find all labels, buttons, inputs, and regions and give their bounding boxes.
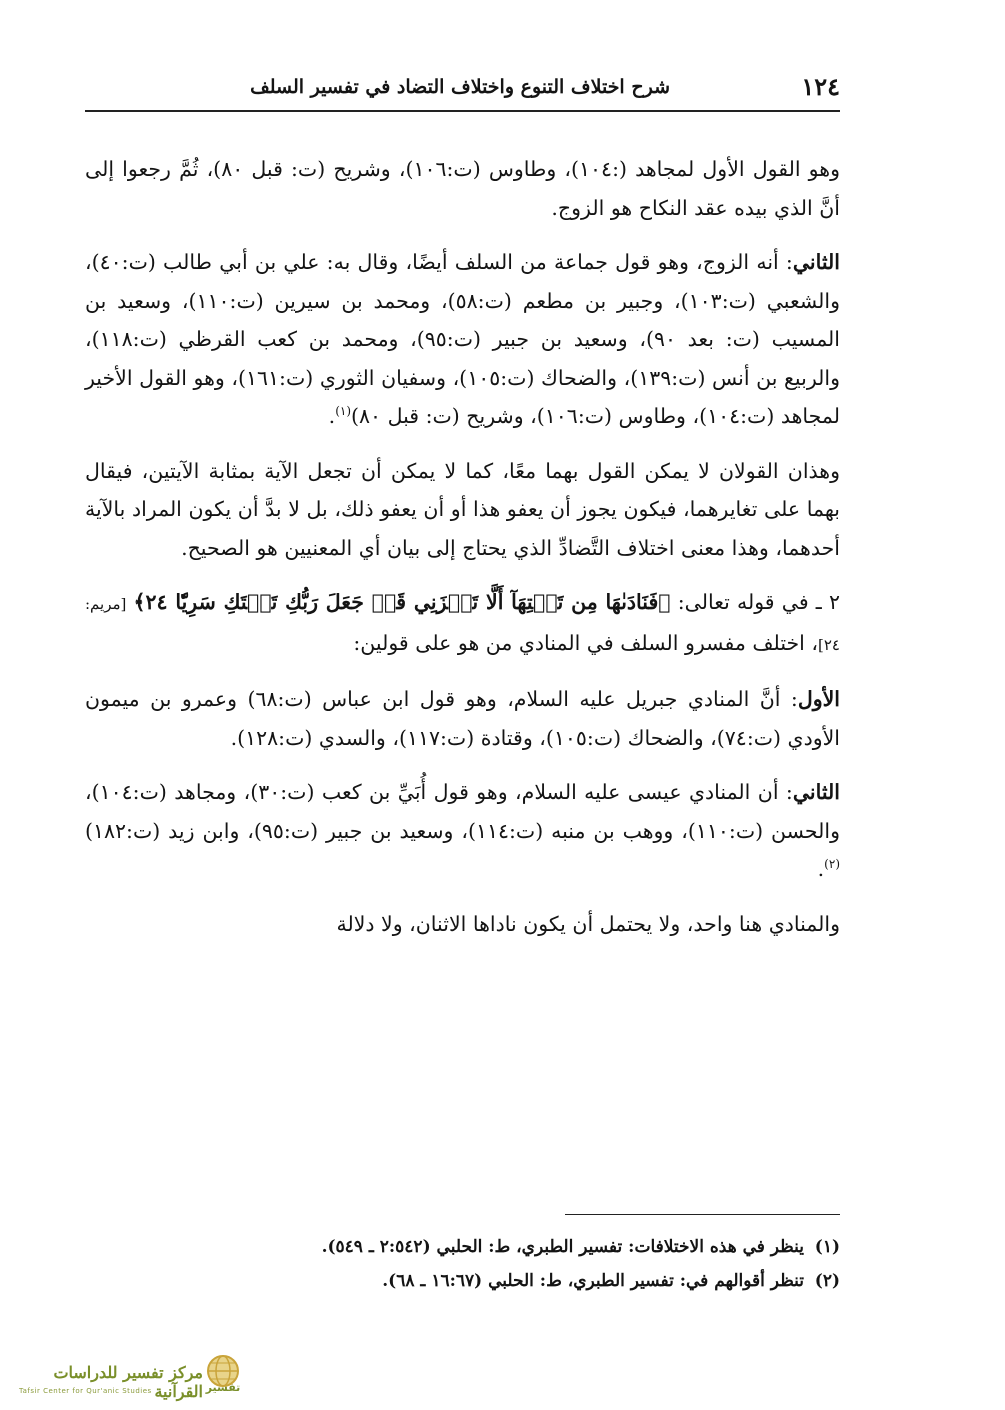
logo-arabic-text: مركز تفسير للدراسات القرآنية: [53, 1363, 203, 1401]
footnotes: [150, 1230, 840, 1298]
footnote-ref-1[interactable]: (١): [335, 404, 352, 419]
paragraph-3: وهذان القولان لا يمكن القول بهما معًا، كما لا يمكن أن تجعل الآية بمثابة الآيتين، فيقال بهما على تغايرهما، فيكون يجوز أن يعفو هذا أو أن يعفو ذلك، بل لا بدَّ أن يكون المراد بالآية أحدهما، وهذا معنى اختلاف التَّضادِّ الذي يحتاج إلى بيان أي المعنيين هو الصحيح.: [85, 458, 840, 560]
header-rule: [85, 110, 840, 112]
logo-english-text: Tafsir Center for Qur'anic Studies: [19, 1387, 152, 1395]
footnote-ref-2[interactable]: (٢): [824, 857, 840, 872]
paragraph-7: والمنادي هنا واحد، ولا يحتمل أن يكون ناداها الاثنان، ولا دلالة: [336, 911, 840, 936]
paragraph-4: ٢ ـ في قوله تعالى: ﴿فَنَادَىٰهَا مِن تَحۡتِهَآ أَلَّا تَحۡزَنِي قَدۡ جَعَلَ رَبُّكِ تَحۡتَكِ سَرِيّٗا ٢٤﴾ [مريم: ٢٤]، اختلف مفسرو السلف في المنادي من هو على قولين:: [85, 590, 840, 655]
paragraph-2: الثاني: أنه الزوج، وهو قول جماعة من السلف أيضًا، وقال به: علي بن أبي طالب (ت:٤٠)، والشعبي (ت:١٠٣)، وجبير بن مطعم (ت:٥٨)، ومحمد بن سيرين (ت:١١٠)، وسعيد بن المسيب (ت: بعد ٩٠)، وسعيد بن جبير (ت:٩٥)، ومحمد بن كعب القرظي (ت:١١٨)، والربيع بن أنس (ت:١٣٩)، والضحاك (ت:١٠٥)، وسفيان الثوري (ت:١٦١)، وهو القول الأخير لمجاهد (ت:١٠٤)، وطاوس (ت:١٠٦)، وشريح (ت: قبل ٨٠)$^{(١)}$.: [85, 250, 841, 428]
logo-mark-text: تفسير: [205, 1381, 241, 1394]
running-title: شرح اختلاف التنوع واختلاف التضاد في تفسير السلف: [250, 76, 670, 98]
opinion-label-second-b: الثاني: [792, 780, 840, 804]
footnote-1: (١)ينظر في هذه الاختلافات: تفسير الطبري، ط: الحلبي (٢:٥٤٢ ـ ٥٤٩).: [321, 1237, 840, 1257]
main-text: [85, 150, 840, 959]
opinion-label-first: الأول: [797, 687, 840, 711]
quran-verse: ﴿فَنَادَىٰهَا مِن تَحۡتِهَآ أَلَّا تَحۡزَنِي قَدۡ جَعَلَ رَبُّكِ تَحۡتَكِ سَرِيّٗا ٢٤﴾: [133, 590, 671, 614]
opinion-label-second: الثاني: [792, 250, 840, 274]
globe-icon: [201, 1351, 245, 1395]
page-header: [85, 70, 840, 110]
verse-reference: [مريم: ٢٤]: [85, 595, 840, 654]
paragraph-1: وهو القول الأول لمجاهد (:١٠٤)، وطاوس (ت:١٠٦)، وشريح (ت: قبل ٨٠)، ثُمَّ رجعوا إلى أنَّ الذي بيده عقد النكاح هو الزوج.: [85, 157, 840, 220]
paragraph-5: الأول: أنَّ المنادي جبريل عليه السلام، وهو قول ابن عباس (ت:٦٨) وعمرو بن ميمون الأودي (ت:٧٤)، والضحاك (ت:١٠٥)، وقتادة (ت:١١٧)، والسدي (ت:١٢٨).: [85, 687, 840, 750]
footnote-separator: [565, 1214, 840, 1215]
footnote-2: (٢)تنظر أقوالهم في: تفسير الطبري، ط: الحلبي (١٦:٦٧ ـ ٦٨).: [382, 1271, 840, 1291]
page-number: ١٢٤: [801, 72, 840, 101]
publisher-logo: [5, 1345, 241, 1405]
paragraph-6: الثاني: أن المنادي عيسى عليه السلام، وهو قول أُبَيِّ بن كعب (ت:٣٠)، ومجاهد (ت:١٠٤)، والحسن (ت:١١٠)، ووهب بن منبه (ت:١١٤)، وسعيد بن جبير (ت:٩٥)، وابن زيد (ت:١٨٢)$^{(٢)}$.: [85, 780, 841, 881]
